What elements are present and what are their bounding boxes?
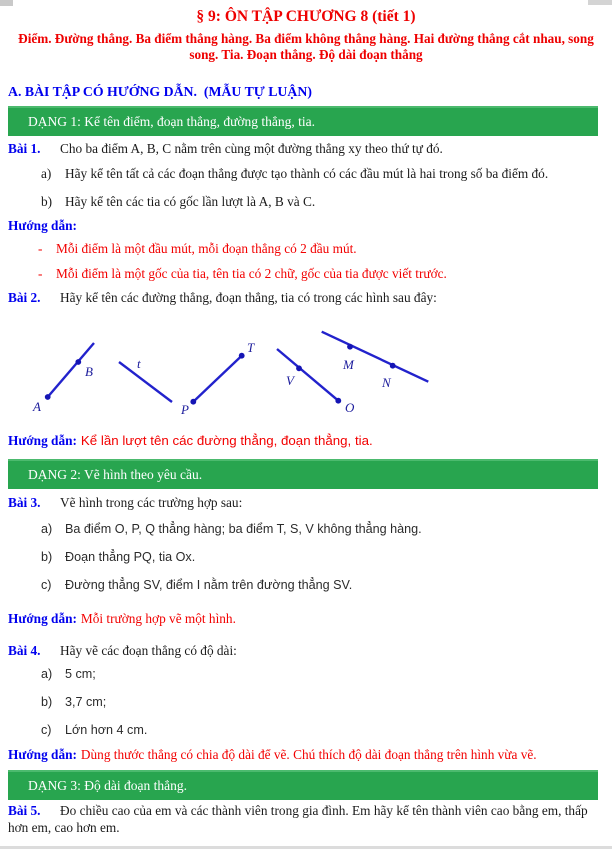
point-label-B: B bbox=[85, 364, 93, 379]
bai3-label: Bài 3. bbox=[8, 495, 41, 510]
page-subtitle: Điểm. Đường thẳng. Ba điểm thẳng hàng. Ba điểm không thẳng hàng. Hai đường thẳng cắt nhau, song song. Tia. Đoạn thẳng. Độ dài đoạn thẳng bbox=[18, 31, 594, 62]
point-label-O: O bbox=[345, 400, 355, 415]
list-item-marker: a) bbox=[41, 166, 52, 181]
bai4-item-a bbox=[8, 667, 598, 681]
page-title: § 9: ÔN TẬP CHƯƠNG 8 (tiết 1) bbox=[196, 8, 416, 25]
problem-bai5 bbox=[8, 803, 598, 836]
point-label-P: P bbox=[181, 402, 189, 417]
bai5-text: Đo chiều cao của em và các thành viên trong gia đình. Em hãy kể tên thành viên cao bằng em, thấp hơn em, cao hơn em. bbox=[8, 803, 588, 835]
problem-bai1 bbox=[8, 141, 598, 158]
page-edge-top-right bbox=[588, 0, 612, 5]
point-label-N: N bbox=[382, 375, 391, 390]
point-label-A: A bbox=[33, 399, 41, 414]
bai4-label: Bài 4. bbox=[8, 643, 41, 658]
point-dot-P bbox=[190, 399, 196, 405]
bai4-item-b bbox=[8, 695, 598, 709]
point-dot-V bbox=[296, 365, 302, 371]
guide-label: Hướng dẫn: bbox=[8, 611, 77, 626]
bai1-label: Bài 1. bbox=[8, 141, 41, 156]
list-item-text: Đoạn thẳng PQ, tia Ox. bbox=[65, 550, 196, 564]
dash-bullet: - bbox=[38, 266, 43, 281]
bai1-item-a bbox=[8, 166, 598, 182]
banner-dang2-label: DẠNG 2: Vẽ hình theo yêu cầu. bbox=[28, 467, 203, 482]
point-dot-N bbox=[390, 363, 396, 369]
guide-text: Mỗi trường hợp vẽ một hình. bbox=[80, 611, 236, 626]
list-item-marker: a) bbox=[41, 522, 53, 536]
bai1-text: Cho ba điểm A, B, C nằm trên cùng một đường thẳng xy theo thứ tự đó. bbox=[60, 141, 443, 156]
bai1-item-b bbox=[8, 194, 598, 210]
bai3-item-c bbox=[8, 578, 598, 592]
bai4-text: Hãy vẽ các đoạn thẳng có độ dài: bbox=[60, 643, 237, 658]
problem-bai2 bbox=[8, 290, 598, 307]
bai3-item-b bbox=[8, 550, 598, 564]
section-a-heading: A. BÀI TẬP CÓ HƯỚNG DẪN. (MẪU TỰ LUẬN) bbox=[8, 84, 312, 99]
banner-dang2 bbox=[8, 459, 598, 489]
bai3-item-a bbox=[8, 522, 598, 536]
page-edge-top-left bbox=[0, 0, 13, 6]
bai3-guide bbox=[8, 610, 598, 628]
list-item-marker: b) bbox=[41, 194, 53, 209]
list-item-text: Lớn hơn 4 cm. bbox=[65, 723, 148, 737]
line-label-t: t bbox=[137, 356, 141, 371]
banner-dang3-label: DẠNG 3: Độ dài đoạn thẳng. bbox=[28, 778, 187, 793]
list-item-marker: b) bbox=[41, 550, 53, 564]
point-dot-T bbox=[239, 353, 245, 359]
list-item-marker: b) bbox=[41, 695, 53, 709]
point-dot-O bbox=[335, 398, 341, 404]
problem-bai4 bbox=[8, 643, 598, 660]
bai5-label: Bài 5. bbox=[8, 803, 41, 818]
guide-label: Hướng dẫn: bbox=[8, 433, 77, 448]
list-item-text: Hãy kể tên các tia có gốc lần lượt là A, B và C. bbox=[65, 194, 316, 209]
bai2-label: Bài 2. bbox=[8, 290, 41, 305]
bai1-guide-bullet-2 bbox=[8, 266, 598, 282]
guide-bullet-text: Mỗi điểm là một đầu mút, mỗi đoạn thẳng có 2 đầu mút. bbox=[56, 241, 357, 256]
bai2-text: Hãy kể tên các đường thẳng, đoạn thẳng, tia có trong các hình sau đây: bbox=[60, 290, 437, 305]
banner-dang3 bbox=[8, 770, 598, 800]
point-dot-B bbox=[75, 359, 81, 365]
point-label-T: T bbox=[247, 340, 255, 355]
banner-dang1 bbox=[8, 106, 598, 136]
point-dot-A bbox=[45, 394, 51, 400]
dash-bullet: - bbox=[38, 241, 43, 256]
guide-label: Hướng dẫn: bbox=[8, 747, 77, 762]
list-item-marker: c) bbox=[41, 578, 52, 592]
guide-text: Kể lần lượt tên các đường thẳng, đoạn thẳng, tia. bbox=[80, 433, 373, 448]
bai1-guide-bullet-1 bbox=[8, 241, 598, 257]
guide-text: Dùng thước thẳng có chia độ dài để vẽ. Chú thích độ dài đoạn thẳng trên hình vừa vẽ. bbox=[80, 747, 537, 762]
bai4-item-c bbox=[8, 723, 598, 737]
list-item-text: Hãy kể tên tất cả các đoạn thẳng được tạo thành có các đầu mút là hai trong số ba điểm đó. bbox=[65, 166, 549, 181]
bai4-guide bbox=[8, 746, 598, 764]
point-label-V: V bbox=[286, 373, 294, 388]
problem-bai3 bbox=[8, 495, 598, 512]
bai2-guide bbox=[8, 432, 598, 450]
list-item-text: Đường thẳng SV, điểm I nằm trên đường thẳng SV. bbox=[65, 578, 353, 592]
banner-dang1-label: DẠNG 1: Kể tên điểm, đoạn thẳng, đường thẳng, tia. bbox=[28, 114, 316, 129]
bai3-text: Vẽ hình trong các trường hợp sau: bbox=[60, 495, 243, 510]
list-item-text: 5 cm; bbox=[65, 667, 96, 681]
guide-bullet-text: Mỗi điểm là một gốc của tia, tên tia có 2 chữ, gốc của tia được viết trước. bbox=[56, 266, 447, 281]
bai1-guide-heading bbox=[8, 217, 598, 235]
guide-label: Hướng dẫn: bbox=[8, 218, 77, 233]
list-item-marker: c) bbox=[41, 723, 52, 737]
list-item-text: 3,7 cm; bbox=[65, 695, 107, 709]
list-item-text: Ba điểm O, P, Q thẳng hàng; ba điểm T, S, V không thẳng hàng. bbox=[65, 522, 422, 536]
list-item-marker: a) bbox=[41, 667, 53, 681]
geometry-figure bbox=[0, 325, 460, 425]
point-dot-M bbox=[347, 344, 353, 350]
point-label-M: M bbox=[343, 357, 354, 372]
